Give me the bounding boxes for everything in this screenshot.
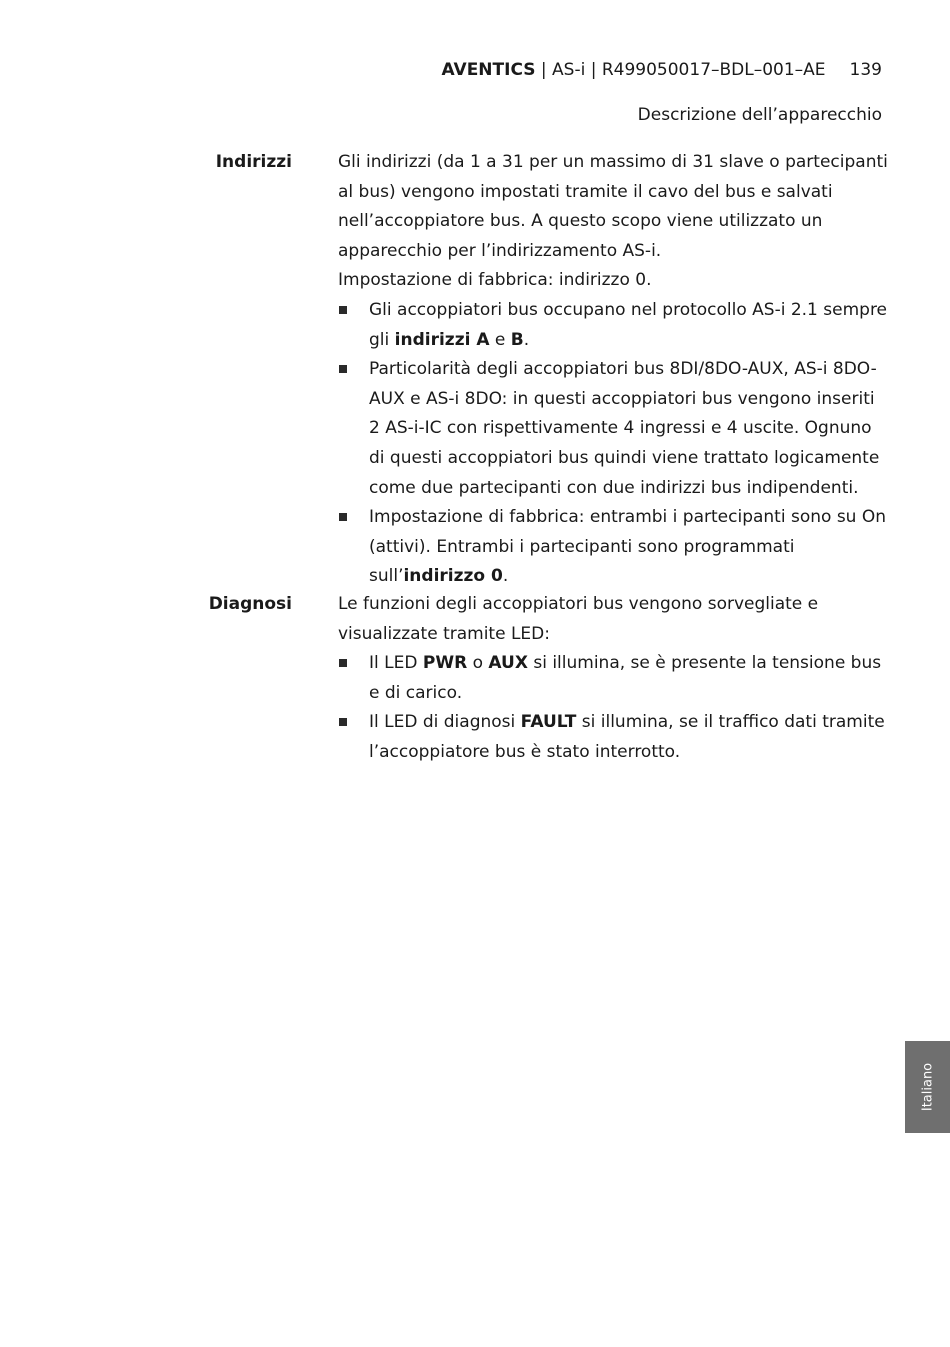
section-title: Descrizione dell’apparecchio: [637, 105, 882, 125]
bullet-square-icon: [339, 513, 347, 521]
list-item: Gli accoppiatori bus occupano nel protocollo AS-i 2.1 sempre gli indirizzi A e B.: [338, 296, 890, 355]
list-item: Il LED PWR o AUX si illumina, se è presente la tensione bus e di carico.: [338, 649, 890, 708]
brand-name: AVENTICS: [441, 60, 536, 80]
diagnosi-intro: Le funzioni degli accoppiatori bus vengono sorvegliate e visualizzate tramite LED:: [338, 594, 819, 644]
bullet-square-icon: [339, 365, 347, 373]
diagnosi-bullet-list: [338, 649, 890, 767]
page-number: 139: [849, 60, 882, 80]
list-item: Impostazione di fabbrica: entrambi i partecipanti sono su On (attivi). Entrambi i partecipanti sono programmati sull’indirizzo 0.: [338, 503, 890, 592]
label-indirizzi: Indirizzi: [215, 152, 292, 172]
indirizzi-intro: Gli indirizzi (da 1 a 31 per un massimo di 31 slave o partecipanti al bus) vengono impostati tramite il cavo del bus e salvati nell’accoppiatore bus. A questo scopo viene utilizzato un apparecchio per l’indirizzamento AS-i.: [338, 152, 888, 261]
language-tab-label: Italiano: [920, 1062, 935, 1112]
indirizzi-content: [338, 148, 890, 592]
label-diagnosi: Diagnosi: [208, 594, 292, 614]
list-item: Il LED di diagnosi FAULT si illumina, se il traffico dati tramite l’accoppiatore bus è stato interrotto.: [338, 708, 890, 767]
list-item: Particolarità degli accoppiatori bus 8DI/8DO-AUX, AS-i 8DO-AUX e AS-i 8DO: in questi accoppiatori bus vengono inseriti 2 AS-i-IC con rispettivamente 4 ingressi e 4 uscite. Ognuno di questi accoppiatori bus quindi viene trattato logicamente come due partecipanti con due indirizzi bus indipendenti.: [338, 355, 890, 503]
diagnosi-content: [338, 590, 890, 768]
bullet-square-icon: [339, 718, 347, 726]
bullet-square-icon: [339, 659, 347, 667]
bullet-square-icon: [339, 306, 347, 314]
indirizzi-factory-setting: Impostazione di fabbrica: indirizzo 0.: [338, 270, 652, 291]
document-reference: | AS-i | R499050017–BDL–001–AE: [535, 60, 826, 80]
page-header: [442, 60, 882, 80]
language-tab: [905, 1041, 950, 1133]
indirizzi-bullet-list: [338, 296, 890, 592]
